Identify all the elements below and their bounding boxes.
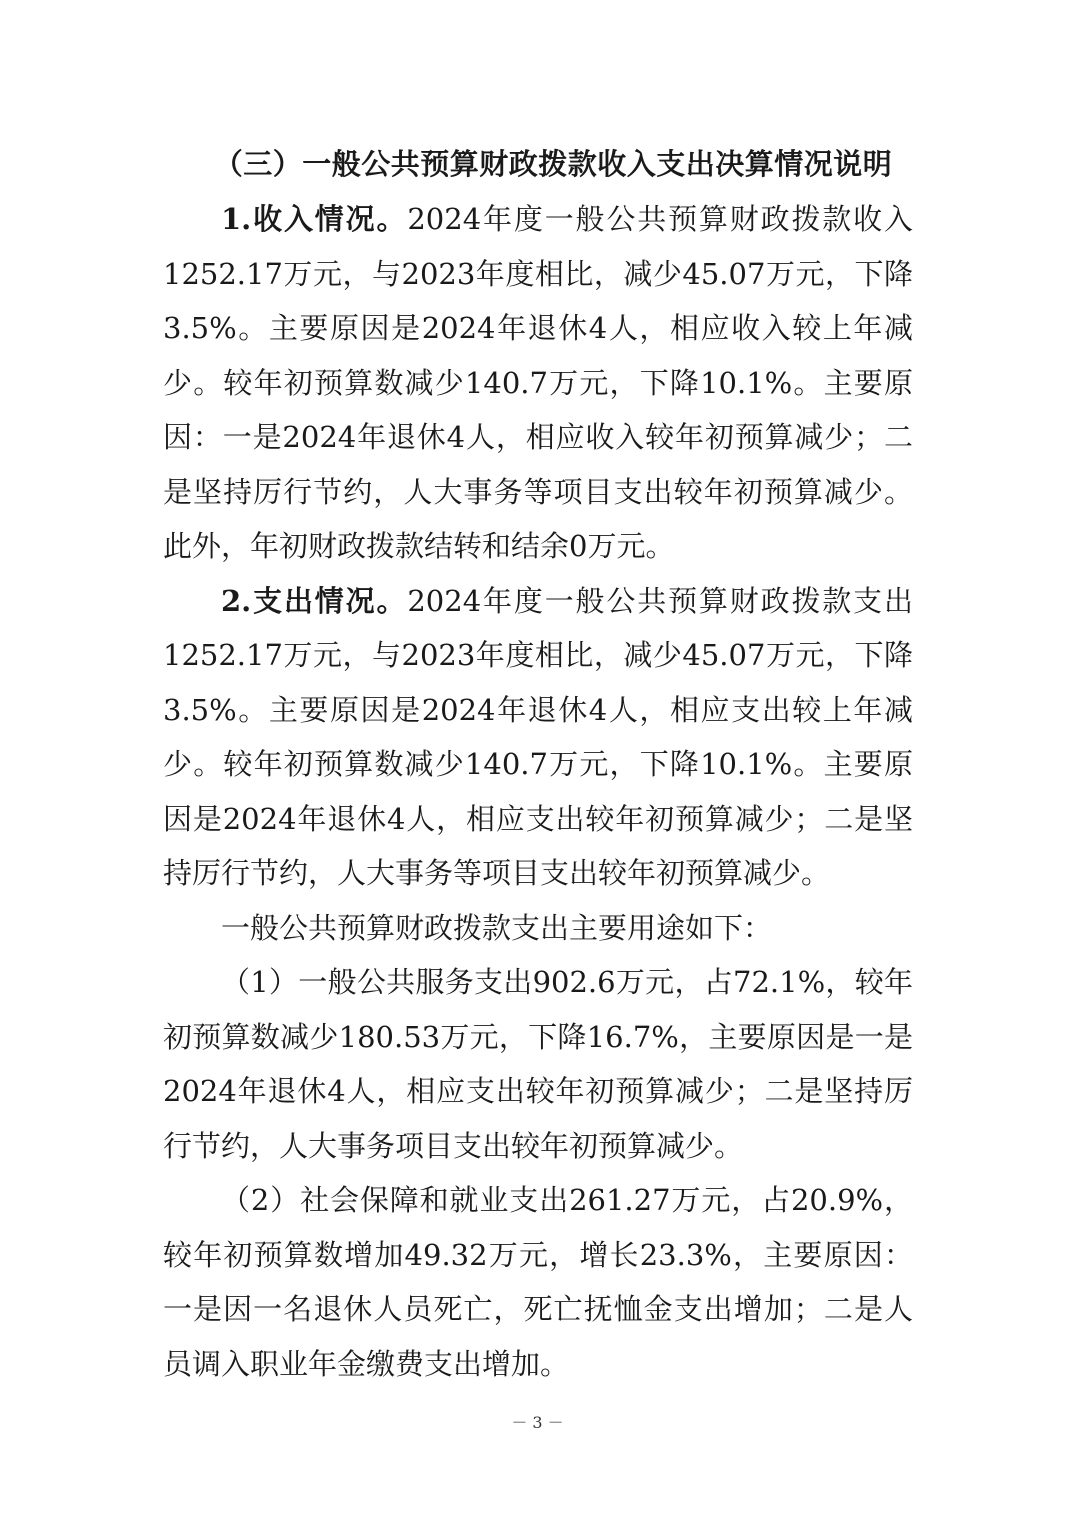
expenditure-paragraph (163, 574, 913, 901)
income-label: 1.收入情况。 (221, 202, 408, 236)
general-public-services-item: （1）一般公共服务支出902.6万元，占72.1%，较年初预算数减少180.53万元，下降16.7%，主要原因是一是2024年退休4人，相应支出较年初预算减少；二是坚持厉行节约，人大事务项目支出较年初预算减少。 (163, 965, 913, 1163)
page-number: － 3 － (511, 1413, 564, 1432)
expenditure-label: 2.支出情况。 (221, 583, 408, 618)
expenditure-text: 2024年度一般公共预算财政拨款支出1252.17万元，与2023年度相比，减少45.07万元，下降3.5%。主要原因是2024年退休4人，相应支出较上年减少。较年初预算数减少140.7万元，下降10.1%。主要原因是2024年退休4人，相应支出较年初预算减少；二是坚持厉行节约，人大事务等项目支出较年初预算减少。 (163, 583, 913, 890)
section-heading: （三）一般公共预算财政拨款收入支出决算情况说明 (213, 147, 893, 181)
uses-intro-paragraph: 一般公共预算财政拨款支出主要用途如下： (221, 910, 773, 945)
income-text: 2024年度一般公共预算财政拨款收入1252.17万元，与2023年度相比，减少45.07万元，下降3.5%。主要原因是2024年退休4人，相应收入较上年减少。较年初预算数减少140.7万元，下降10.1%。主要原因：一是2024年退休4人，相应收入较年初预算减少；二是坚持厉行节约，人大事务等项目支出较年初预算减少。此外，年初财政拨款结转和结余0万元。 (163, 202, 913, 563)
social-security-item: （2）社会保障和就业支出261.27万元，占20.9%，较年初预算数增加49.32万元，增长23.3%，主要原因：一是因一名退休人员死亡，死亡抚恤金支出增加；二是人员调入职业年金缴费支出增加。 (163, 1183, 913, 1381)
document-page (163, 136, 913, 1391)
income-paragraph (163, 192, 913, 574)
